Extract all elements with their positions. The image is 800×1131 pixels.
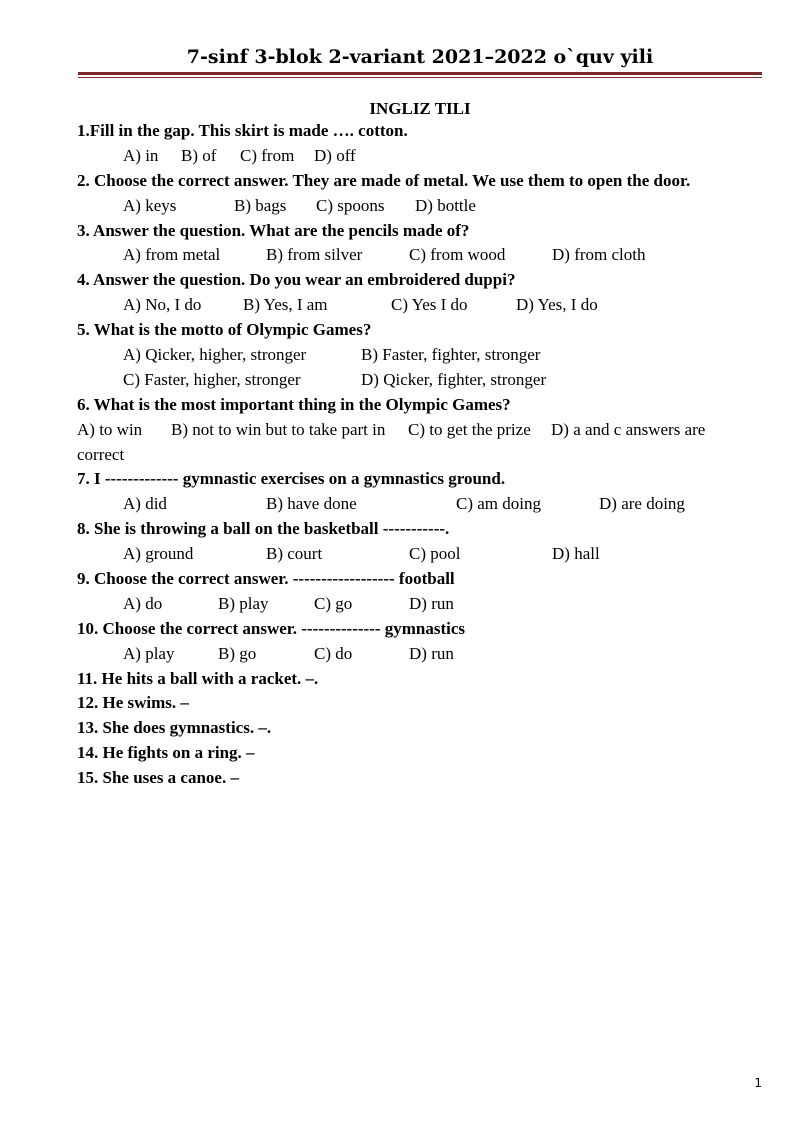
option: A) in [123,145,159,165]
option: B) play [218,593,269,613]
subject-heading: INGLIZ TILI [369,99,471,118]
option: C) Yes I do [391,295,468,315]
option: B) Faster, fighter, stronger [361,345,541,365]
question-text: 6. What is the most important thing in the Olympic Games? [77,394,511,414]
question-text: 7. I ------------- gymnastic exercises on a gymnastics ground. [77,469,506,489]
option: C) from wood [409,245,506,265]
option: D) Yes, I do [516,295,598,315]
option: B) go [218,643,257,663]
option: A) did [123,494,167,514]
option: C) do [314,643,353,663]
option-row [77,418,777,443]
option-row [77,194,777,219]
option: C) pool [409,544,461,564]
question-text: 11. He hits a ball with a racket. –. [77,668,319,688]
option: D) a and c answers are [551,419,706,439]
option: B) court [266,544,323,564]
option-row [77,144,777,169]
option: A) Qicker, higher, stronger [123,345,307,365]
option: A) No, I do [123,295,202,315]
option: D) from cloth [552,245,646,265]
option-continuation: correct [77,444,125,464]
option-row [77,542,777,567]
question-text: 8. She is throwing a ball on the basketball -----------. [77,519,450,539]
option: D) bottle [415,195,476,215]
question-text: 14. He fights on a ring. – [77,743,255,763]
option: C) from [240,145,295,165]
question-list [77,119,777,791]
question-text: 13. She does gymnastics. –. [77,718,272,738]
option: C) go [314,593,353,613]
document-title: 7-sinf 3-blok 2-variant 2021–2022 o`quv yili [186,46,654,68]
option: B) bags [234,195,287,215]
option: B) of [181,145,217,165]
question-text: 15. She uses a canoe. – [77,768,239,788]
header-rule-thick [78,72,762,75]
option: C) Faster, higher, stronger [123,369,301,389]
question-text: 5. What is the motto of Olympic Games? [77,320,372,340]
option: A) from metal [123,245,221,265]
option: D) hall [552,544,600,564]
option: A) play [123,643,175,663]
option: B) Yes, I am [243,295,328,315]
question-text: 1.Fill in the gap. This skirt is made …. cotton. [77,121,408,140]
option: C) spoons [316,195,385,215]
option: D) run [409,643,454,663]
option: A) to win [77,419,143,439]
option: D) Qicker, fighter, stronger [361,369,547,389]
question-text: 3. Answer the question. What are the pencils made of? [77,220,470,240]
option: D) are doing [599,494,685,514]
option-row [77,243,777,268]
option-row [77,492,777,517]
option-row [77,343,777,368]
option: A) ground [123,544,194,564]
question-text: 4. Answer the question. Do you wear an embroidered duppi? [77,270,516,290]
option-row [77,368,777,393]
option: D) run [409,593,454,613]
page-number: 1 [754,1076,762,1090]
question-text: 10. Choose the correct answer. -------------- gymnastics [77,618,466,638]
option: B) not to win but to take part in [171,419,386,439]
option-row [77,293,777,318]
header-rule-thin [78,77,762,78]
option: C) am doing [456,494,541,514]
question-text: 12. He swims. – [77,693,189,713]
question-text: 9. Choose the correct answer. ------------------ football [77,569,455,589]
question-text: 2. Choose the correct answer. They are made of metal. We use them to open the door. [77,170,691,190]
option-row [77,642,777,667]
option: B) from silver [266,245,363,265]
option-row [77,592,777,617]
option: A) keys [123,195,177,215]
option: B) have done [266,494,357,514]
option: C) to get the prize [408,419,531,439]
option: A) do [123,593,163,613]
option: D) off [314,145,356,165]
